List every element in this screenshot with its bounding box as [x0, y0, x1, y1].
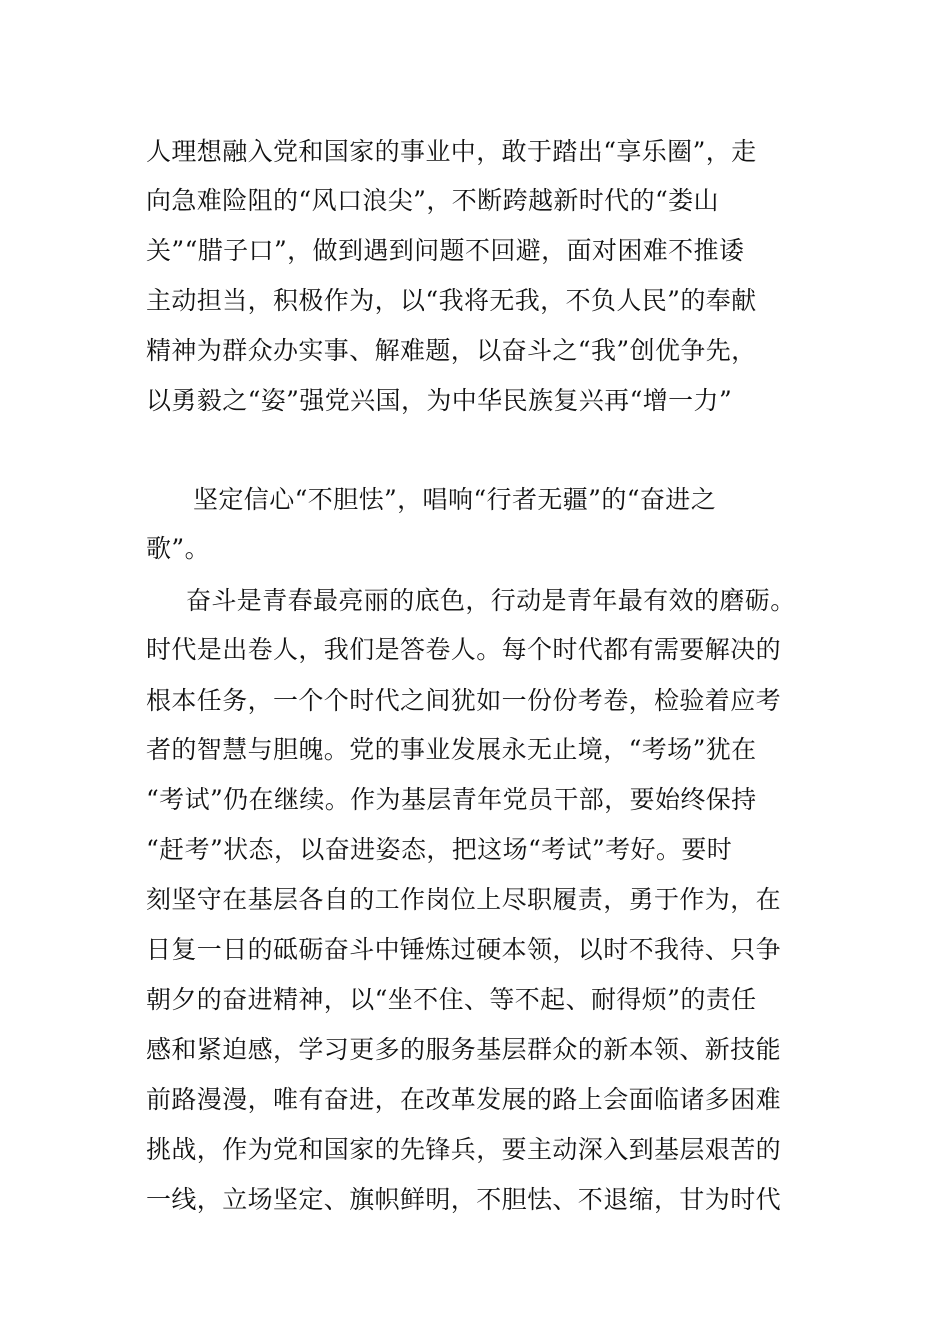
paragraph-line: 刻坚守在基层各自的工作岗位上尽职履责，勇于作为，在 — [146, 885, 782, 914]
paragraph-line: 关”“腊子口”，做到遇到问题不回避，面对困难不推诿 — [146, 236, 745, 265]
paragraph-line: 时代是出卷人，我们是答卷人。每个时代都有需要解决的 — [146, 635, 782, 664]
paragraph-line: 主动担当，积极作为，以“我将无我，不负人民”的奉献 — [146, 286, 757, 315]
section-heading-line: 坚定信心“不胆怯”，唱响“行者无疆”的“奋进之 — [193, 485, 717, 514]
paragraph-line: 者的智慧与胆魄。党的事业发展永无止境，“考场”犹在 — [146, 735, 757, 764]
paragraph-line: 奋斗是青春最亮丽的底色，行动是青年最有效的磨砺。 — [186, 586, 796, 615]
paragraph-line: 向急难险阻的“风口浪尖”，不断跨越新时代的“娄山 — [146, 186, 719, 215]
paragraph-line: 人理想融入党和国家的事业中，敢于踏出“享乐圈”，走 — [146, 137, 757, 166]
paragraph-line: “赶考”状态，以奋进姿态，把这场“考试”考好。要时 — [146, 835, 733, 864]
paragraph-line: 精神为群众办实事、解难题，以奋斗之“我”创优争先， — [146, 336, 757, 365]
paragraph-line: 根本任务，一个个时代之间犹如一份份考卷，检验着应考 — [146, 686, 782, 715]
paragraph-line: 以勇毅之“姿”强党兴国，为中华民族复兴再“增一力” — [146, 386, 733, 415]
section-heading-line: 歌”。 — [146, 534, 210, 563]
paragraph-line: “考试”仍在继续。作为基层青年党员干部，要始终保持 — [146, 785, 757, 814]
paragraph-line: 一线，立场坚定、旗帜鲜明，不胆怯、不退缩，甘为时代 — [146, 1185, 782, 1214]
paragraph-line: 挑战，作为党和国家的先锋兵，要主动深入到基层艰苦的 — [146, 1135, 782, 1164]
paragraph-line: 前路漫漫，唯有奋进，在改革发展的路上会面临诸多困难 — [146, 1085, 782, 1114]
paragraph-line: 日复一日的砥砺奋斗中锤炼过硬本领，以时不我待、只争 — [146, 935, 782, 964]
paragraph-line: 朝夕的奋进精神，以“坐不住、等不起、耐得烦”的责任 — [146, 985, 757, 1014]
paragraph-line: 感和紧迫感，学习更多的服务基层群众的新本领、新技能 — [146, 1035, 782, 1064]
